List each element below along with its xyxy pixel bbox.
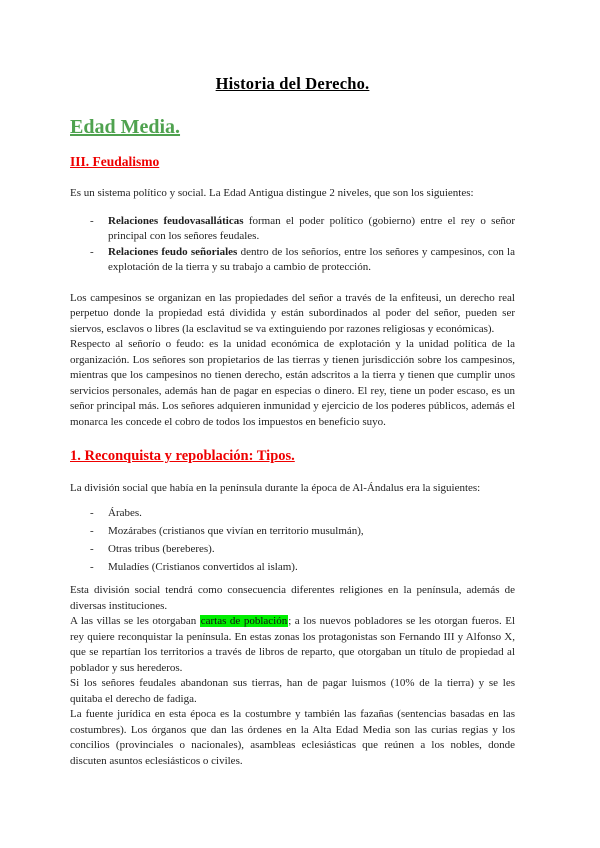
list-item: - Mozárabes (cristianos que vivían en territorio musulmán), <box>108 524 515 540</box>
paragraph-fuente-juridica: La fuente jurídica en esta época es la costumbre y también las fazañas (sentencias basadas en las costumbres). Los órganos que dan las órdenes en la Alta Edad Media son las curias regias y los concilios (provinciales o nacionales), asambleas eclesiásticas que reúnen a los nobles, donde discuten asuntos eclesiásticos o civiles. <box>70 708 515 767</box>
paragraph-consecuencia: Esta división social tendrá como consecuencia diferentes religiones en la península, además de diversas instituciones. <box>70 584 515 612</box>
doc-title: Historia del Derecho. <box>215 74 370 93</box>
list-item <box>108 214 515 245</box>
paragraph-villas <box>70 614 515 676</box>
subheading-reconquista: 1. Reconquista y repoblación: Tipos. <box>70 448 295 464</box>
list-item: - Árabes. <box>108 506 515 522</box>
paragraph-senores-feudales: Si los señores feudales abandonan sus tierras, han de pagar luismos (10% de la tierra) y se les quitaba el derecho de fadiga. <box>70 677 515 705</box>
subheading-feudalismo: III. Feudalismo <box>70 154 160 169</box>
intro-paragraph: Es un sistema político y social. La Edad Antigua distingue 2 niveles, que son los siguientes: <box>70 187 474 199</box>
paragraph-senorio: Respecto al señorío o feudo: es la unidad económica de explotación y la unidad política de la organización. Los señores son propietarios de las tierras y tienen jurisdicción sobre los campesinos, mientras que los campesinos no tienen derecho, están adscritos a la tierra y tienen que cumplir unos servicios personales, además han de pagar en especias o dinero. El rey, tiene un poder escaso, es un señor principal más. Los señores adquieren inmunidad y ejercicio de los poderes públicos, además el monarca les concede el cobro de todos los impuestos en beneficio suyo. <box>70 338 515 428</box>
list-item <box>108 245 515 276</box>
bullet-bold-label: Relaciones feudovasalláticas <box>108 214 244 227</box>
bullet-text: forman el poder político (gobierno) entre el rey o señor principal con los señores feudales. <box>108 214 515 242</box>
bullet-bold-label: Relaciones feudo señoriales <box>108 245 238 258</box>
feudal-relations-list <box>70 214 515 276</box>
bullet-text: dentro de los señoríos, entre los señores y campesinos, con la explotación de la tierra y su trabajo a cambio de protección. <box>108 245 516 273</box>
list-item: - Otras tribus (bereberes). <box>108 542 515 558</box>
paragraph-division-social: La división social que había en la península durante la época de Al-Ándalus era la siguientes: <box>70 482 481 494</box>
villas-text-after: ; a los nuevos pobladores se les otorgan fueros. El rey quiere reconquistar la península. En estas zonas los protagonistas son Fernando III y Alfonso X, que se repartían los territorios a través de libros de reparto, que otorgaban un título de propiedad al poblador y sus herederos. <box>70 615 515 674</box>
social-groups-list <box>70 506 515 576</box>
list-item: - Muladíes (Cristianos convertidos al islam). <box>108 560 515 576</box>
highlight-cartas-poblacion: cartas de población <box>200 615 288 627</box>
paragraph-campesinos: Los campesinos se organizan en las propiedades del señor a través de la enfiteusi, un derecho real perpetuo donde la propiedad está dividida y están subordinados al poder del señor, pueden ser siervos, esclavos o libres (la esclavitud se va extinguiendo por razones religiosas y económicas). <box>70 291 515 335</box>
section-heading-edad-media: Edad Media. <box>70 116 181 138</box>
villas-text-before: A las villas se les otorgaban <box>70 615 200 627</box>
